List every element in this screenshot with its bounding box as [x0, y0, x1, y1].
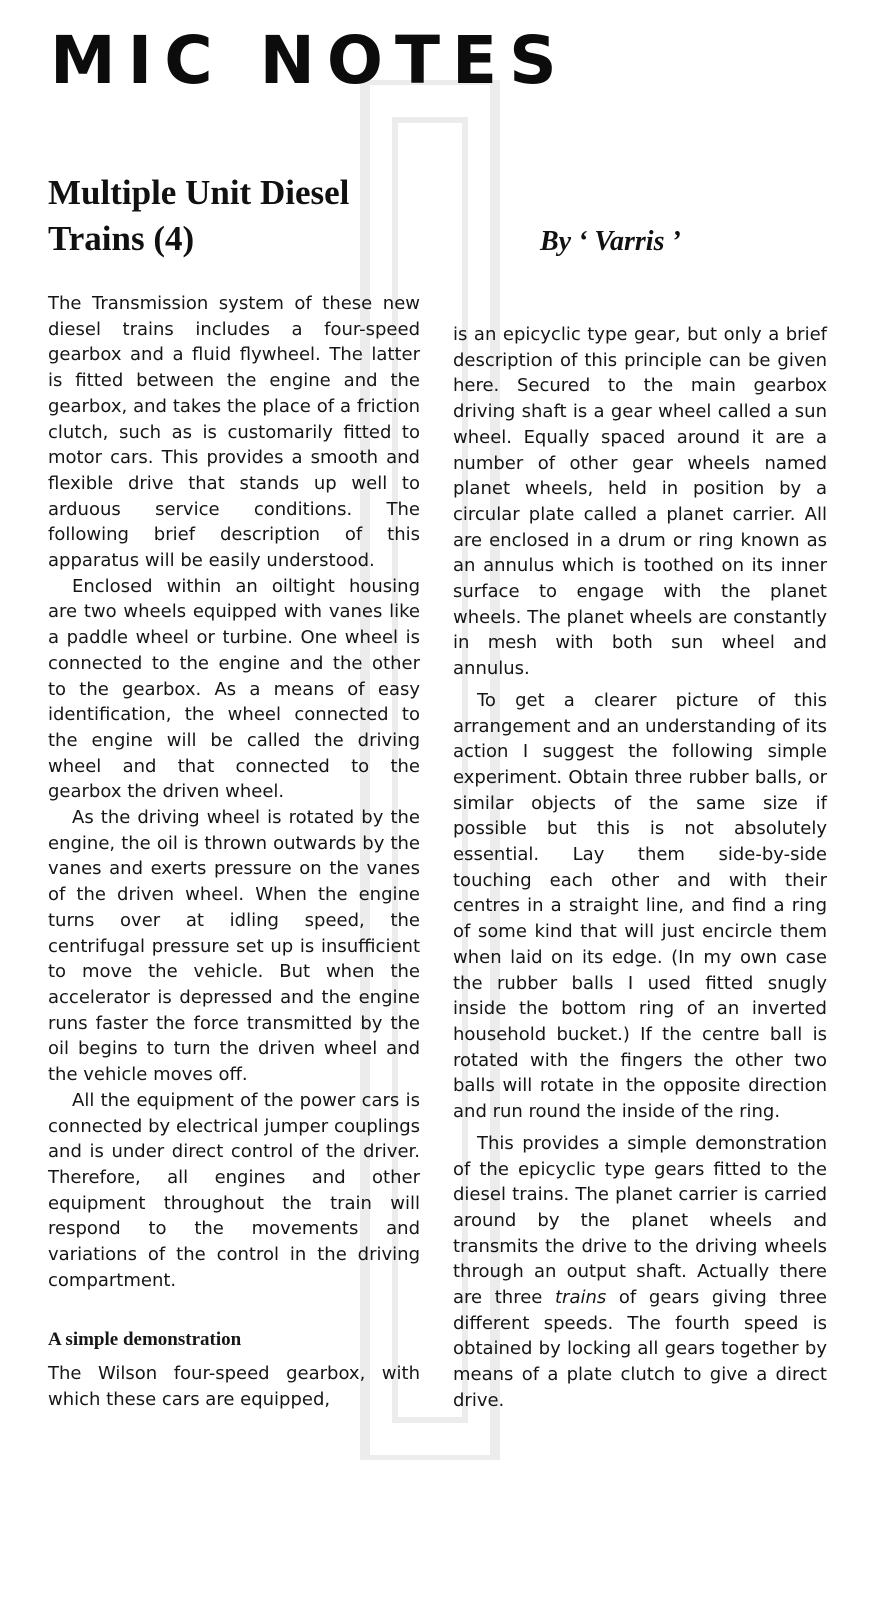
left-column — [48, 291, 420, 1413]
paragraph-text: This provides a simple demonstration of the epicyclic type gears fitted to the diesel trains. The planet carrier is carried around by the planet wheels and transmits the drive to the driving wheels through an output shaft. Actually there are three — [453, 1132, 827, 1309]
masthead-title: MIC NOTES — [50, 22, 569, 99]
paragraph: is an epicyclic type gear, but only a brief description of this principle can be given here. Secured to the main gearbox driving shaft is a gear wheel called a sun wheel. Equally spaced around it are a number of other gear wheels named planet wheels, held in position by a circular plate called a planet carrier. All are enclosed in a drum or ring known as an annulus which is toothed on its inner surface to engage with the planet wheels. The planet wheels are constantly in mesh with both sun wheel and annulus. — [453, 324, 827, 680]
paragraph: Enclosed within an oiltight housing are two wheels equipped with vanes like a paddle wheel or turbine. One wheel is connected to the engine and the other to the gearbox. As a means of easy identification, the wheel connected to the engine will be called the driving wheel and that connected to the gearbox the driven wheel. — [48, 575, 420, 803]
paragraph: As the driving wheel is rotated by the engine, the oil is thrown outwards by the vanes and exerts pressure on the vanes of the driven wheel. When the engine turns over at idling speed, the centrifugal pressure set up is insufficient to move the vehicle. But when the accelerator is depressed and the engine runs faster the force transmitted by the oil begins to turn the driven wheel and the vehicle moves off. — [48, 807, 420, 1086]
article-byline: By ‘ Varris ’ — [540, 226, 681, 257]
paragraph-text: of gears giving three different speeds. The fourth speed is obtained by locking all gears together by means of a plate clutch to give a direct drive. — [453, 1287, 828, 1411]
section-subheading: A simple demonstration — [48, 1329, 242, 1351]
paragraph: To get a clearer picture of this arrangement and an understanding of its action I suggest the following simple experiment. Obtain three rubber balls, or similar objects of the same size if possible but this is not absolutely essential. Lay them side-by-side touching each other and with their centres in a straight line, and find a ring of some kind that will just encircle them when laid on its edge. (In my own case the rubber balls I used fitted snugly inside the bottom ring of an inverted household bucket.) If the centre ball is rotated with the fingers the other two balls will rotate in the opposite direction and run round the inside of the ring. — [453, 689, 827, 1123]
right-column — [453, 322, 827, 1414]
paragraph — [453, 1131, 827, 1414]
emphasis-text: trains — [555, 1287, 607, 1309]
paragraph: The Wilson four-speed gearbox, with which these cars are equipped, — [48, 1363, 420, 1410]
article-title: Multiple Unit Diesel Trains (4) — [48, 173, 350, 258]
paragraph: The Transmission system of these new diesel trains includes a four-speed gearbox and a fluid flywheel. The latter is fitted between the engine and the gearbox, and takes the place of a friction clutch, such as is customarily fitted to motor cars. This provides a smooth and flexible drive that stands up well to arduous service conditions. The following brief description of this apparatus will be easily understood. — [48, 293, 420, 572]
paragraph: All the equipment of the power cars is connected by electrical jumper couplings and is under direct control of the driver. Therefore, all engines and other equipment throughout the train will respond to the movements and variations of the control in the driving compartment. — [48, 1089, 420, 1291]
